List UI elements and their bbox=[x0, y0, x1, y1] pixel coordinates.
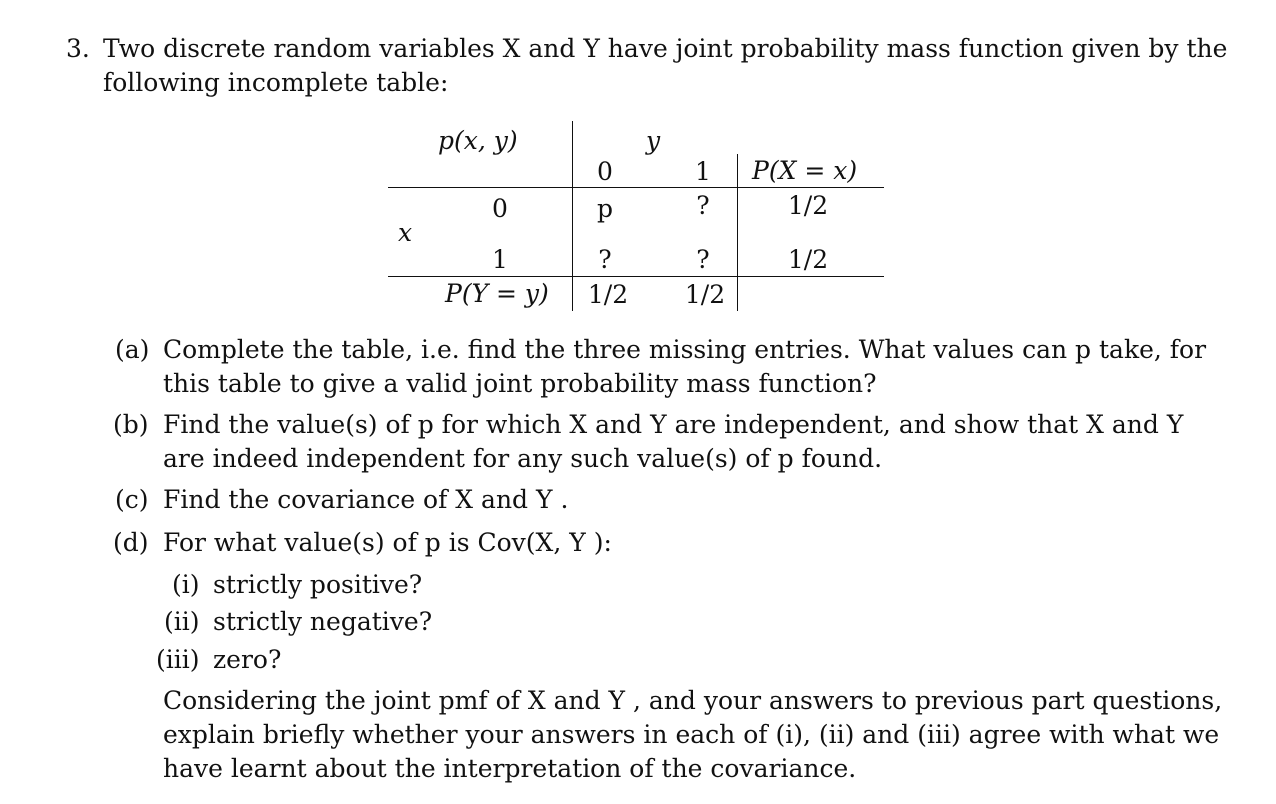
table-hline-top bbox=[388, 187, 884, 188]
part-d-label: (d) bbox=[113, 528, 149, 557]
table-cell-0-0: p bbox=[596, 194, 613, 223]
part-a-line2: this table to give a valid joint probability mass function? bbox=[163, 369, 877, 398]
table-cell-1-1: ? bbox=[696, 245, 710, 274]
table-col-var: y bbox=[646, 126, 661, 155]
part-d-sub-iii-text: zero? bbox=[213, 645, 282, 674]
table-row-x-1: 1 bbox=[492, 245, 508, 274]
table-row-var: x bbox=[398, 218, 413, 247]
table-col-header-0: 0 bbox=[597, 157, 613, 186]
table-marginal-x-0: 1/2 bbox=[787, 191, 829, 220]
part-b-line2: are indeed independent for any such value(s) of p found. bbox=[163, 444, 883, 473]
part-a-label: (a) bbox=[115, 335, 150, 364]
part-d-sub-ii-text: strictly negative? bbox=[213, 607, 433, 636]
part-b-label: (b) bbox=[113, 410, 149, 439]
table-marginal-x-header: P(X = x) bbox=[752, 156, 858, 185]
part-a-line1: Complete the table, i.e. find the three missing entries. What values can p take, for bbox=[163, 335, 1207, 364]
part-d-sub-iii-label: (iii) bbox=[156, 645, 200, 674]
question-intro-line2: following incomplete table: bbox=[103, 68, 449, 97]
table-vline-left bbox=[572, 121, 573, 311]
table-col-header-1: 1 bbox=[695, 157, 711, 186]
table-cell-0-1: ? bbox=[696, 191, 710, 220]
part-d-closing-line2: explain briefly whether your answers in each of (i), (ii) and (iii) agree with what we bbox=[163, 720, 1220, 749]
table-corner-label: p(x, y) bbox=[438, 126, 518, 155]
table-vline-right bbox=[737, 154, 738, 311]
question-number: 3. bbox=[66, 34, 90, 63]
table-marginal-y-1: 1/2 bbox=[684, 280, 726, 309]
table-marginal-y-label: P(Y = y) bbox=[445, 279, 549, 308]
part-b-line1: Find the value(s) of p for which X and Y are independent, and show that X and Y bbox=[163, 410, 1184, 439]
part-d-sub-ii-label: (ii) bbox=[164, 607, 200, 636]
part-c-line1: Find the covariance of X and Y . bbox=[163, 485, 569, 514]
part-d-line1: For what value(s) of p is Cov(X, Y ): bbox=[163, 528, 612, 557]
table-marginal-x-1: 1/2 bbox=[787, 245, 829, 274]
question-intro-line1: Two discrete random variables X and Y have joint probability mass function given by the bbox=[103, 34, 1228, 63]
part-c-label: (c) bbox=[115, 485, 149, 514]
part-d-sub-i-text: strictly positive? bbox=[213, 570, 423, 599]
part-d-closing-line3: have learnt about the interpretation of the covariance. bbox=[163, 754, 857, 783]
part-d-closing-line1: Considering the joint pmf of X and Y , and your answers to previous part questions, bbox=[163, 686, 1223, 715]
table-marginal-y-0: 1/2 bbox=[587, 280, 629, 309]
table-row-x-0: 0 bbox=[492, 194, 508, 223]
part-d-sub-i-label: (i) bbox=[172, 570, 200, 599]
table-cell-1-0: ? bbox=[598, 245, 612, 274]
table-hline-bottom bbox=[388, 276, 884, 277]
